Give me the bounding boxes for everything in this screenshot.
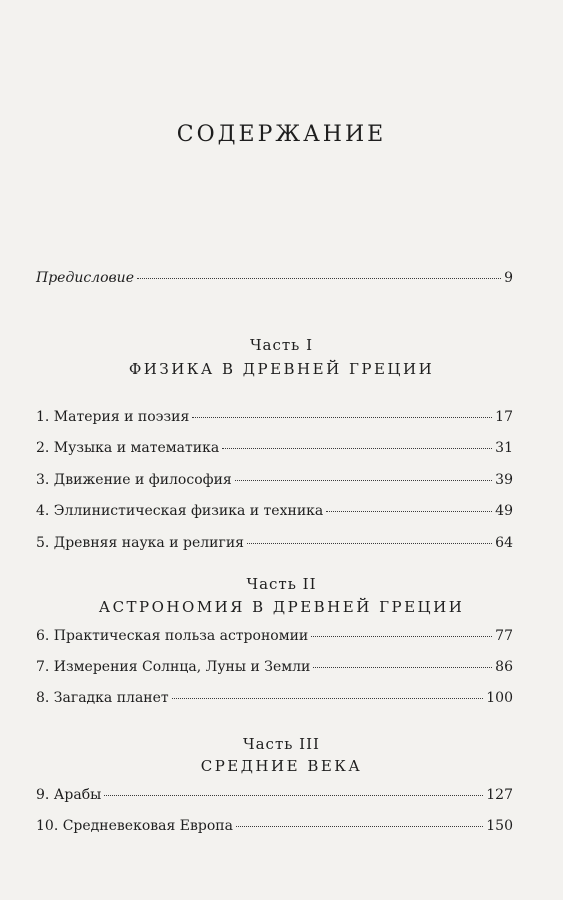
toc-entry-page: 31	[495, 440, 513, 456]
page-title: СОДЕРЖАНИЕ	[176, 122, 387, 147]
part-title: СРЕДНИЕ ВЕКА	[200, 757, 363, 775]
leader-dots	[137, 278, 501, 279]
leader-dots	[326, 511, 492, 512]
part-label: Часть I	[249, 336, 314, 354]
toc-entry	[36, 440, 513, 462]
toc-entry-page: 86	[495, 659, 513, 675]
toc-entry	[36, 818, 513, 840]
toc-entry-label: 9. Арабы	[36, 787, 102, 803]
toc-entry	[36, 472, 513, 494]
toc-entry-preface	[36, 270, 513, 292]
toc-entry-label: 5. Древняя наука и религия	[36, 535, 244, 551]
toc-entry-page: 39	[495, 472, 513, 488]
leader-dots	[313, 667, 492, 668]
toc-entry-page: 64	[495, 535, 513, 551]
part-title: АСТРОНОМИЯ В ДРЕВНЕЙ ГРЕЦИИ	[98, 598, 465, 616]
leader-dots	[311, 636, 492, 637]
toc-entry	[36, 690, 513, 712]
toc-entry	[36, 787, 513, 809]
toc-entry-label: 4. Эллинистическая физика и техника	[36, 503, 324, 519]
toc-entry-label: 8. Загадка планет	[36, 690, 169, 706]
toc-entry-page: 49	[495, 503, 513, 519]
toc-entry-page: 17	[495, 409, 513, 425]
toc-entry-page: 100	[486, 690, 513, 706]
toc-entry-page: 127	[486, 787, 513, 803]
toc-entry	[36, 535, 513, 557]
leader-dots	[172, 698, 484, 699]
toc-entry-page: 9	[504, 270, 513, 286]
toc-entry-label: 1. Материя и поэзия	[36, 409, 190, 425]
leader-dots	[235, 480, 492, 481]
part-label: Часть II	[246, 575, 317, 593]
toc-entry-page: 77	[495, 628, 513, 644]
toc-entry-label: 7. Измерения Солнца, Луны и Земли	[36, 659, 311, 675]
toc-entry-label: Предисловие	[36, 270, 134, 286]
leader-dots	[236, 826, 483, 827]
toc-entry-label: 3. Движение и философия	[36, 472, 232, 488]
toc-entry-page: 150	[486, 818, 513, 834]
toc-entry-label: 6. Практическая польза астрономии	[36, 628, 309, 644]
leader-dots	[247, 543, 492, 544]
toc-entry	[36, 503, 513, 525]
toc-entry-label: 10. Средневековая Европа	[36, 818, 233, 834]
toc-entry	[36, 628, 513, 650]
part-title: ФИЗИКА В ДРЕВНЕЙ ГРЕЦИИ	[128, 360, 435, 378]
leader-dots	[104, 795, 483, 796]
leader-dots	[222, 448, 492, 449]
toc-entry	[36, 409, 513, 431]
leader-dots	[192, 417, 492, 418]
toc-entry	[36, 659, 513, 681]
part-label: Часть III	[243, 735, 320, 753]
toc-entry-label: 2. Музыка и математика	[36, 440, 220, 456]
